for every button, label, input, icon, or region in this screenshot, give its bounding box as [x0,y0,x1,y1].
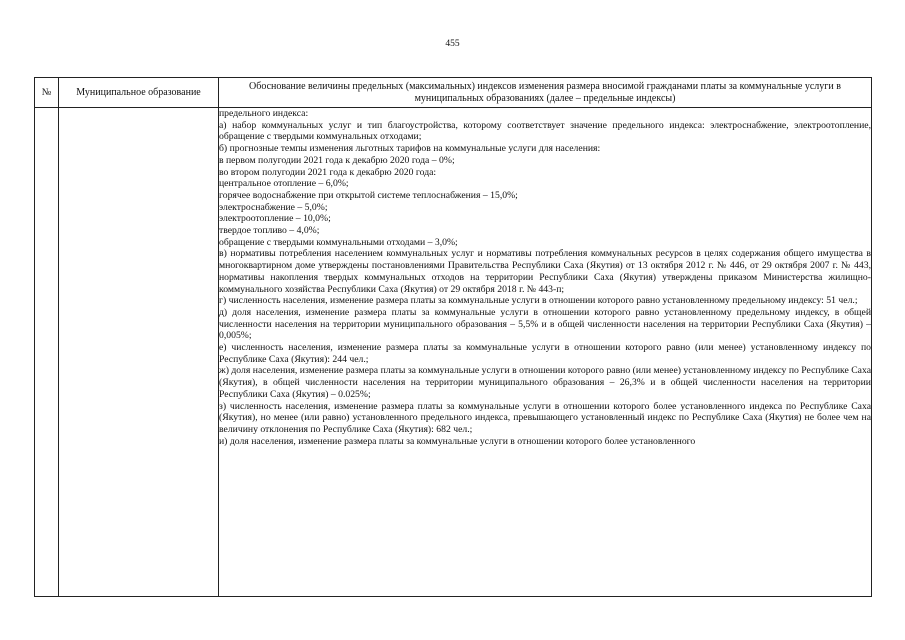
paragraph-b-second-half: во втором полугодии 2021 года к декабрю 2020 года: [219,166,437,178]
paragraph-z: з) численность населения, изменение размера платы за коммунальные услуги в отношении которого более установленного индекса по Республике Саха (Якутия), но менее (или равно) установленного предельного индекса, превышающего установленный индекс по Республике Саха (Якутия) не более чем на величину отклонения по Республике Саха (Якутия): 682 чел.; [219,400,871,435]
paragraph-v: в) нормативы потребления населением коммунальных услуг и нормативы потребления коммунальных ресурсов в целях содержания общего имущества в многоквартирном доме утверждены постановлениями Правительства Республики Саха (Якутия) от 13 октября 2012 г. № 446, от 29 октября 2007 г. № 443, нормативы накопления твердых коммунальных отходов на территории Республики Саха (Якутия) утверждены приказом Министерства жилищно-коммунального хозяйства Республики Саха (Якутия) от 29 октября 2018 г. № 443-п; [219,248,871,295]
tariff-justification-table [34,77,872,597]
paragraph-solid-fuel: твердое топливо – 4,0%; [219,225,320,237]
paragraph-electricity: электроснабжение – 5,0%; [219,201,328,213]
header-municipality: Муниципальное образование [59,78,219,108]
paragraph-intro: предельного индекса: [219,108,309,119]
paragraph-b: б) прогнозные темпы изменения льготных тарифов на коммунальные услуги для населения: [219,143,601,155]
table-header-row [35,78,872,108]
paragraph-central-heating: центральное отопление – 6,0%; [219,178,349,190]
page-number: 455 [445,39,460,49]
row-municipality-cell [59,108,219,597]
row-number-cell [35,108,59,597]
row-justification-cell [219,108,872,597]
header-number: № [35,78,59,108]
paragraph-g: г) численность населения, изменение размера платы за коммунальные услуги в отношении которого равно установленному предельному индексу: 51 чел.; [219,295,858,307]
paragraph-d: д) доля населения, изменение размера платы за коммунальные услуги в отношении которого равно установленному предельному индексу, в общей численности населения на территории муниципального образования – 5,5% и в общей численности населения на территории Республики Саха (Якутия) – 0,005%; [219,306,871,342]
paragraph-electric-heating: электроотопление – 10,0%; [219,213,331,225]
paragraph-a: а) набор коммунальных услуг и тип благоустройства, которому соответствует значение предельного индекса: электроснабжение, электроотопление, обращение с твердыми коммунальных отходами; [219,119,871,143]
paragraph-b-first-half: в первом полугодии 2021 года к декабрю 2020 года – 0%; [219,154,455,166]
paragraph-e: е) численность населения, изменение размера платы за коммунальные услуги в отношении которого равно (или менее) установленному индексу по Республике Саха (Якутия): 244 чел.; [219,342,871,365]
paragraph-zh: ж) доля населения, изменение размера платы за коммунальные услуги в отношении которого равно (или менее) установленному индексу по Республике Саха (Якутия), в общей численности населения на территории муниципального образования – 26,3% и в общей численности населения на территории Республики Саха (Якутия) – 0.025%; [219,365,871,400]
paragraph-solid-waste: обращение с твердыми коммунальными отходами – 3,0%; [219,236,458,248]
paragraph-i: и) доля населения, изменение размера платы за коммунальные услуги в отношении которого более установленного [219,435,696,447]
table-row [35,108,872,597]
paragraph-hot-water: горячее водоснабжение при открытой системе теплоснабжения – 15,0%; [219,189,518,201]
header-justification: Обоснование величины предельных (максимальных) индексов изменения размера вносимой гражданами платы за коммунальные услуги в муниципальных образованиях (далее – предельные индексы) [219,78,872,108]
